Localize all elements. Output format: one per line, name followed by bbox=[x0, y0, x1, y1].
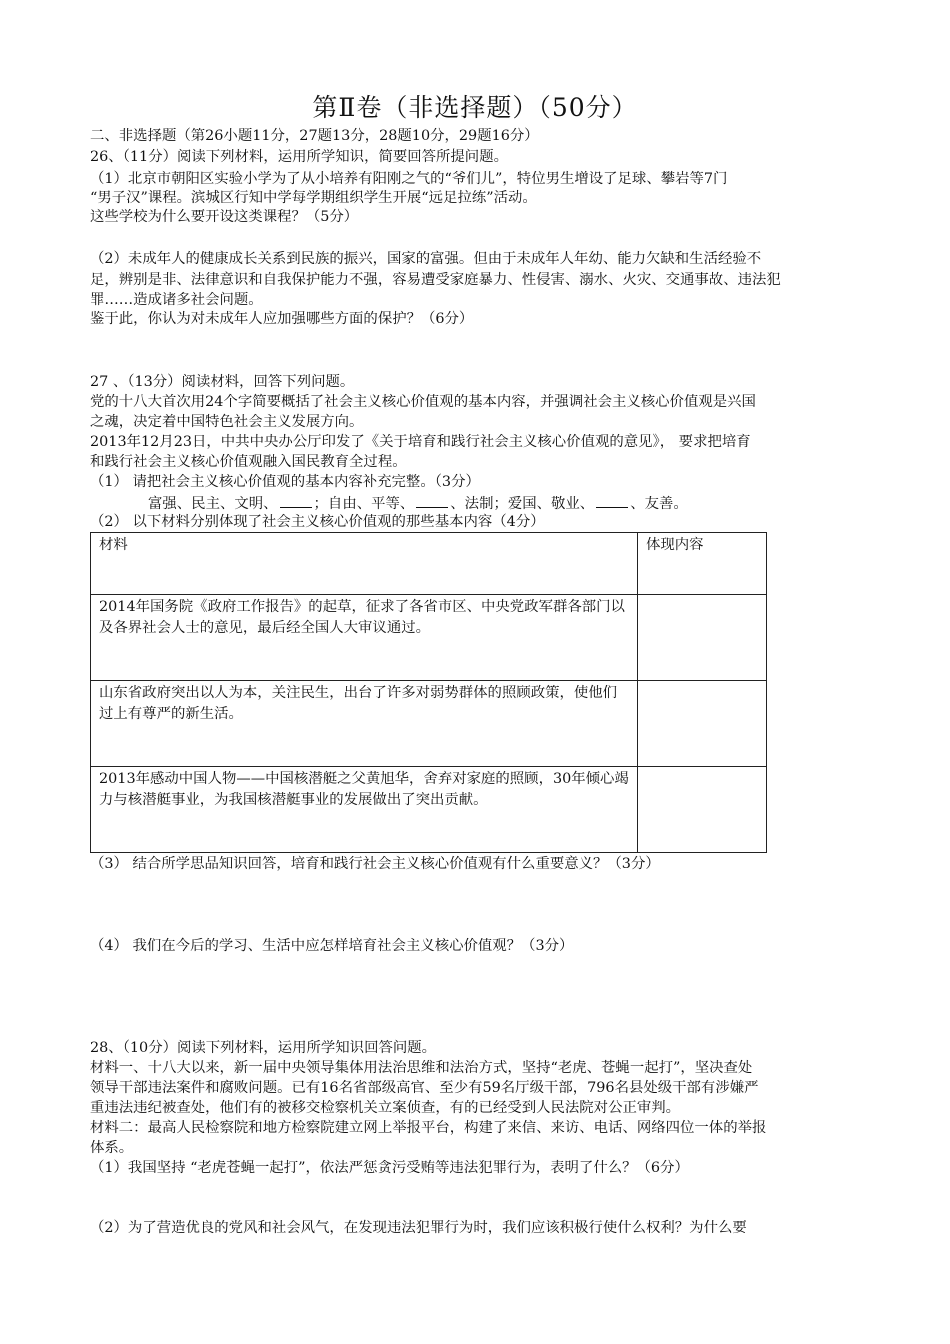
q26-material-2: （2）未成年人的健康成长关系到民族的振兴，国家的富强。但由于未成年人年幼、能力欠缺和生活经验不 bbox=[90, 251, 762, 267]
table-row bbox=[91, 681, 767, 767]
section-heading: 二、非选择题（第26小题11分，27题13分，28题10分，29题16分） bbox=[90, 128, 539, 144]
fill-text-a: 富强、民主、文明、 bbox=[148, 496, 278, 512]
q27-fill-in-line bbox=[148, 493, 938, 514]
q27-sub-2: （2） 以下材料分别体现了社会主义核心价值观的那些基本内容（4分） bbox=[90, 514, 545, 530]
q28-material-1: 材料一、十八大以来，新一届中央领导集体用法治思维和法治方式，坚持“老虎、苍蝇一起打”，坚决查处 bbox=[90, 1060, 753, 1076]
q28-material-1: 领导干部违法案件和腐败问题。已有16名省部级高官、至少有59名厅级干部，796名县处级干部有涉嫌严 bbox=[90, 1080, 759, 1096]
q27-sub-4: （4） 我们在今后的学习、生活中应怎样培育社会主义核心价值观？（3分） bbox=[90, 938, 574, 954]
q26-material-2: 罪……造成诸多社会问题。 bbox=[90, 292, 263, 308]
table-row bbox=[91, 595, 767, 681]
q27-material: 党的十八大首次用24个字简要概括了社会主义核心价值观的基本内容，并强调社会主义核心价值观是兴国 bbox=[90, 394, 756, 410]
table-header-material: 材料 bbox=[91, 533, 638, 595]
q26-material-1: “男子汉”课程。滨城区行知中学每学期组织学生开展“远足拉练”活动。 bbox=[90, 190, 537, 206]
q26-question-1: 这些学校为什么要开设这类课程？（5分） bbox=[90, 209, 359, 225]
table-cell-material: 2013年感动中国人物——中国核潜艇之父黄旭华，舍弃对家庭的照顾，30年倾心竭力与核潜艇事业，为我国核潜艇事业的发展做出了突出贡献。 bbox=[91, 767, 638, 853]
answer-blank-2[interactable] bbox=[416, 493, 448, 508]
q27-material: 和践行社会主义核心价值观融入国民教育全过程。 bbox=[90, 454, 407, 470]
answer-blank-3[interactable] bbox=[596, 493, 628, 508]
q26-material-1: （1）北京市朝阳区实验小学为了从小培养有阳刚之气的“爷们儿”，特位男生增设了足球、攀岩等7门 bbox=[90, 171, 728, 187]
q27-material: 2013年12月23日，中共中央办公厅印发了《关于培育和践行社会主义核心价值观的意见》， 要求把培育 bbox=[90, 434, 751, 450]
q26-question-2: 鉴于此，你认为对未成年人应加强哪些方面的保护？（6分） bbox=[90, 311, 474, 327]
table-cell-material: 山东省政府突出以人为本，关注民生，出台了许多对弱势群体的照顾政策，使他们过上有尊严的新生活。 bbox=[91, 681, 638, 767]
q28-question-1: （1）我国坚持 “老虎苍蝇一起打”，依法严惩贪污受贿等违法犯罪行为，表明了什么？（6分） bbox=[90, 1160, 689, 1176]
table-row bbox=[91, 767, 767, 853]
q27-heading: 27 、（13分）阅读材料，回答下列问题。 bbox=[90, 374, 355, 390]
answer-blank-1[interactable] bbox=[280, 493, 312, 508]
material-table bbox=[90, 532, 767, 853]
q28-material-1: 重违法违纪被查处，他们有的被移交检察机关立案侦查，有的已经受到人民法院对公正审判。 bbox=[90, 1100, 681, 1116]
table-cell-material: 2014年国务院《政府工作报告》的起草，征求了各省市区、中央党政军群各部门以及各界社会人士的意见，最后经全国人大审议通过。 bbox=[91, 595, 638, 681]
fill-text-c: 、法制；爱国、敬业、 bbox=[450, 496, 595, 512]
fill-text-b: ；自由、平等、 bbox=[313, 496, 415, 512]
q28-question-2: （2）为了营造优良的党风和社会风气，在发现违法犯罪行为时，我们应该积极行使什么权利？为什么要 bbox=[90, 1220, 747, 1236]
table-header-row bbox=[91, 533, 767, 595]
fill-text-d: 、友善。 bbox=[630, 496, 688, 512]
q26-heading: 26、（11分）阅读下列材料，运用所学知识，简要回答所提问题。 bbox=[90, 149, 508, 165]
table-header-content: 体现内容 bbox=[638, 533, 767, 595]
table-cell-answer[interactable] bbox=[638, 681, 767, 767]
table-cell-answer[interactable] bbox=[638, 595, 767, 681]
q28-material-2: 体系。 bbox=[90, 1140, 134, 1156]
q28-material-2: 材料二：最高人民检察院和地方检察院建立网上举报平台，构建了来信、来访、电话、网络四位一体的举报 bbox=[90, 1120, 767, 1136]
q27-sub-1: （1） 请把社会主义核心价值观的基本内容补充完整。（3分） bbox=[90, 474, 480, 490]
table-cell-answer[interactable] bbox=[638, 767, 767, 853]
q26-material-2: 足，辨别是非、法律意识和自我保护能力不强，容易遭受家庭暴力、性侵害、溺水、火灾、交通事故、违法犯 bbox=[90, 272, 781, 288]
paper-title: 第Ⅱ卷（非选择题）（50分） bbox=[312, 93, 638, 122]
q28-heading: 28、（10分）阅读下列材料，运用所学知识回答问题。 bbox=[90, 1040, 437, 1056]
q27-material: 之魂，决定着中国特色社会主义发展方向。 bbox=[90, 414, 364, 430]
q27-sub-3: （3） 结合所学思品知识回答，培育和践行社会主义核心价值观有什么重要意义？（3分） bbox=[90, 856, 660, 872]
